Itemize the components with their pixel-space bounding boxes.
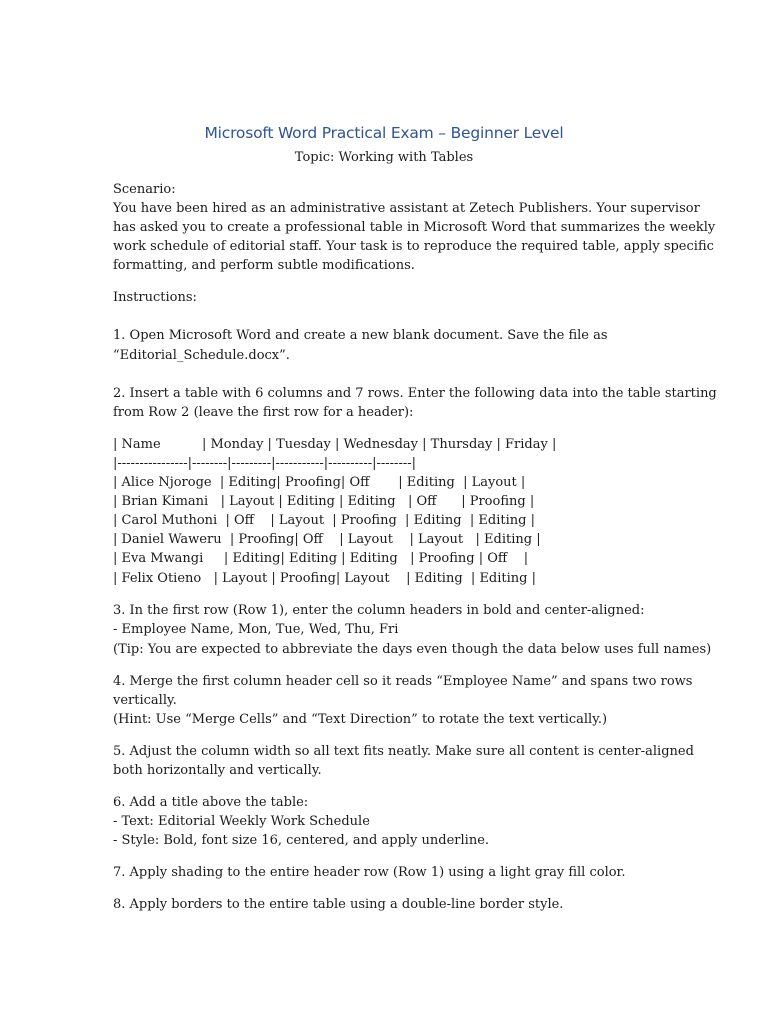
text-line: 4. Merge the first column header cell so it reads “Employee Name” and spans two rows (113, 674, 693, 689)
text-line: 6. Add a title above the table: (113, 795, 309, 810)
table-text-line: |----------------|--------|---------|-----------|----------|--------| (113, 456, 416, 471)
text-line: 1. Open Microsoft Word and create a new blank document. Save the file as (113, 328, 608, 343)
table-text-line: | Brian Kimani | Layout | Editing | Editing | Off | Proofing | (113, 494, 535, 509)
document-subtitle: Topic: Working with Tables (294, 150, 474, 165)
text-line: 5. Adjust the column width so all text fits neatly. Make sure all content is center-aligned (113, 744, 694, 759)
table-text-line: | Eva Mwangi | Editing| Editing | Editing | Proofing | Off | (113, 551, 529, 566)
text-line: has asked you to create a professional table in Microsoft Word that summarizes the weekly (113, 220, 716, 235)
text-line: both horizontally and vertically. (113, 763, 322, 778)
text-line: formatting, and perform subtle modifications. (113, 258, 415, 273)
table-text-line: | Daniel Waweru | Proofing| Off | Layout | Layout | Editing | (113, 532, 541, 547)
document-title: Microsoft Word Practical Exam – Beginner Level (204, 124, 564, 142)
table-text-line: | Alice Njoroge | Editing| Proofing| Off | Editing | Layout | (113, 475, 526, 490)
text-line: (Tip: You are expected to abbreviate the days even though the data below uses full names) (113, 642, 712, 657)
text-line: work schedule of editorial staff. Your task is to reproduce the required table, apply specific (113, 239, 714, 254)
text-line: - Employee Name, Mon, Tue, Wed, Thu, Fri (113, 622, 399, 637)
text-line: 3. In the first row (Row 1), enter the column headers in bold and center-aligned: (113, 603, 645, 618)
text-line: 2. Insert a table with 6 columns and 7 rows. Enter the following data into the table starting (113, 386, 717, 401)
text-line: 7. Apply shading to the entire header row (Row 1) using a light gray fill color. (113, 865, 626, 880)
text-line: 8. Apply borders to the entire table using a double-line border style. (113, 897, 564, 912)
text-line: Instructions: (113, 290, 197, 305)
text-line: (Hint: Use “Merge Cells” and “Text Direction” to rotate the text vertically.) (113, 712, 608, 727)
text-line: “Editorial_Schedule.docx”. (113, 348, 290, 363)
text-line: You have been hired as an administrative assistant at Zetech Publishers. Your supervisor (113, 201, 700, 216)
table-text-line: | Felix Otieno | Layout | Proofing| Layout | Editing | Editing | (113, 571, 536, 586)
text-line: vertically. (113, 693, 177, 708)
text-line: Scenario: (113, 182, 176, 197)
text-line: - Text: Editorial Weekly Work Schedule (113, 814, 370, 829)
text-line: - Style: Bold, font size 16, centered, and apply underline. (113, 833, 490, 848)
table-text-line: | Name | Monday | Tuesday | Wednesday | Thursday | Friday | (113, 437, 557, 452)
text-line: from Row 2 (leave the first row for a header): (113, 405, 414, 420)
table-text-line: | Carol Muthoni | Off | Layout | Proofing | Editing | Editing | (113, 513, 535, 528)
